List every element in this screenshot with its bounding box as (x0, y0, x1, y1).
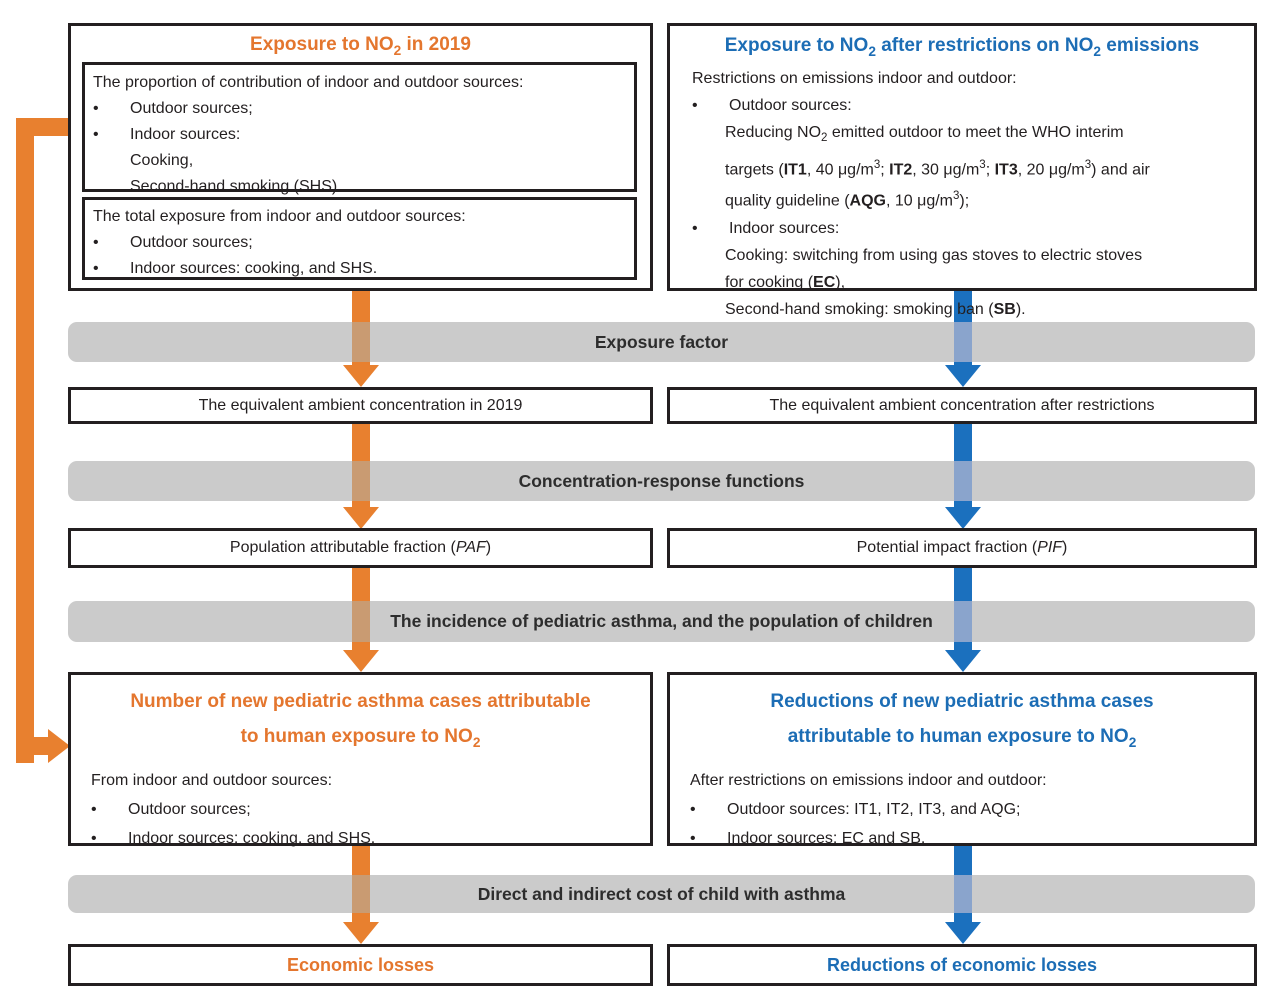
restrictions-indoor-line1: Cooking: switching from using gas stoves to electric stoves (725, 246, 1143, 264)
proportion-indoor: Indoor sources: (130, 126, 241, 143)
box-equivalent-concentration-after (667, 387, 1257, 424)
left-elbow-arrow-bottom-segment (16, 737, 50, 755)
economic-loss-reductions-label: Reductions of economic losses (826, 954, 1098, 975)
bullet-icon: • (91, 800, 97, 818)
case-reductions-title-line2: attributable to human exposure to $NO_2$ (787, 726, 1137, 750)
panel-exposure-2019 (68, 23, 653, 291)
left-elbow-arrow-top-segment (16, 118, 71, 136)
total-outdoor: Outdoor sources; (130, 234, 253, 251)
list-item (91, 795, 636, 824)
list-item (93, 256, 626, 282)
bullet-icon: • (93, 234, 99, 251)
bullet-icon: • (93, 100, 99, 117)
restrictions-indoor: Indoor sources: (729, 219, 840, 237)
proportion-intro: The proportion of contribution of indoor and outdoor sources: (93, 74, 524, 91)
restrictions-intro: Restrictions on emissions indoor and outdoor: (692, 69, 1017, 87)
blue-arrowhead-1 (945, 365, 981, 387)
box-paf (68, 528, 653, 568)
list-item (93, 122, 626, 148)
new-cases-title-line1: Number of new pediatric asthma cases attributable (130, 691, 591, 712)
blue-arrowhead-3 (945, 650, 981, 672)
bullet-icon: • (690, 800, 696, 818)
box-economic-losses (68, 944, 653, 986)
economic-losses-label: Economic losses (286, 954, 435, 975)
equivalent-concentration-after-label: The equivalent ambient concentration after restrictions (769, 396, 1155, 414)
left-elbow-arrowhead (48, 729, 70, 763)
total-exposure-intro: The total exposure from indoor and outdoor sources: (93, 208, 466, 225)
orange-arrowhead-4 (343, 922, 379, 944)
panel-exposure-2019-title: Exposure to $NO_2$ in 2019 (250, 34, 471, 58)
new-cases-indoor: Indoor sources: cooking, and SHS. (128, 829, 376, 847)
paf-label: Population attributable fraction (PAF) (229, 539, 492, 556)
bar-label-exposure-factor: Exposure factor (594, 331, 729, 352)
box-new-cases (68, 672, 653, 846)
bullet-icon: • (91, 829, 97, 847)
bullet-icon: • (692, 96, 698, 114)
new-cases-title-line2: to human exposure to $NO_2$ (240, 726, 481, 750)
restrictions-indoor-line2: for cooking (EC), (725, 273, 846, 291)
panel-exposure-restrictions-title: Exposure to $NO_2$ after restrictions on $NO_2$ emissions (724, 35, 1200, 59)
list-item (93, 96, 626, 122)
case-reductions-outdoor: Outdoor sources: IT1, IT2, IT3, and AQG; (727, 800, 1021, 818)
orange-arrowhead-2 (343, 507, 379, 529)
restrictions-outdoor-line3: quality guideline (AQG, 10 $\mu g/m^3$); (725, 190, 970, 210)
total-exposure-box (82, 197, 637, 280)
new-cases-intro: From indoor and outdoor sources: (91, 771, 333, 789)
restrictions-outdoor-line1: Reducing $NO_2$ emitted outdoor to meet the WHO interim (725, 123, 1124, 144)
case-reductions-intro: After restrictions on emissions indoor and outdoor: (690, 771, 1047, 789)
bar-label-cost-of-asthma: Direct and indirect cost of child with asthma (477, 883, 846, 904)
list-item (692, 92, 1240, 119)
list-item (690, 795, 1240, 824)
pif-label: Potential impact fraction (PIF) (856, 539, 1068, 556)
bullet-icon: • (93, 260, 99, 277)
box-pif (667, 528, 1257, 568)
proportion-cooking: Cooking, (130, 152, 194, 169)
proportion-shs: Second-hand smoking (SHS). (130, 178, 342, 195)
list-item (93, 230, 626, 256)
list-item (690, 824, 1240, 853)
bullet-icon: • (692, 219, 698, 237)
bullet-icon: • (690, 829, 696, 847)
bullet-icon: • (93, 126, 99, 143)
case-reductions-title-line1: Reductions of new pediatric asthma cases (770, 691, 1154, 712)
equivalent-concentration-2019-label: The equivalent ambient concentration in 2019 (198, 396, 523, 414)
list-item (91, 824, 636, 853)
case-reductions-indoor: Indoor sources: EC and SB. (727, 829, 926, 847)
panel-exposure-restrictions (667, 23, 1257, 318)
list-item (692, 215, 1240, 242)
box-equivalent-concentration-2019 (68, 387, 653, 424)
bar-label-concentration-response: Concentration-response functions (518, 470, 805, 491)
total-indoor: Indoor sources: cooking, and SHS. (130, 260, 378, 277)
proportion-outdoor: Outdoor sources; (130, 100, 253, 117)
box-case-reductions (667, 672, 1257, 846)
proportion-sources-box (82, 62, 637, 195)
box-economic-loss-reductions (667, 944, 1257, 986)
left-elbow-arrow-vertical (16, 118, 34, 763)
bar-label-incidence-population: The incidence of pediatric asthma, and the population of children (390, 611, 933, 631)
restrictions-outdoor-line2: targets (IT1, 40 $\mu g/m^3$; IT2, 30 $\mu g/m^3$; IT3, 20 $\mu g/m^3$) and air (725, 158, 1150, 179)
restrictions-indoor-line3: Second-hand smoking: smoking ban (SB). (725, 300, 1026, 318)
orange-arrowhead-1 (343, 365, 379, 387)
restrictions-outdoor: Outdoor sources: (729, 96, 852, 114)
blue-arrowhead-2 (945, 507, 981, 529)
blue-arrowhead-4 (945, 922, 981, 944)
orange-arrowhead-3 (343, 650, 379, 672)
new-cases-outdoor: Outdoor sources; (128, 800, 251, 818)
